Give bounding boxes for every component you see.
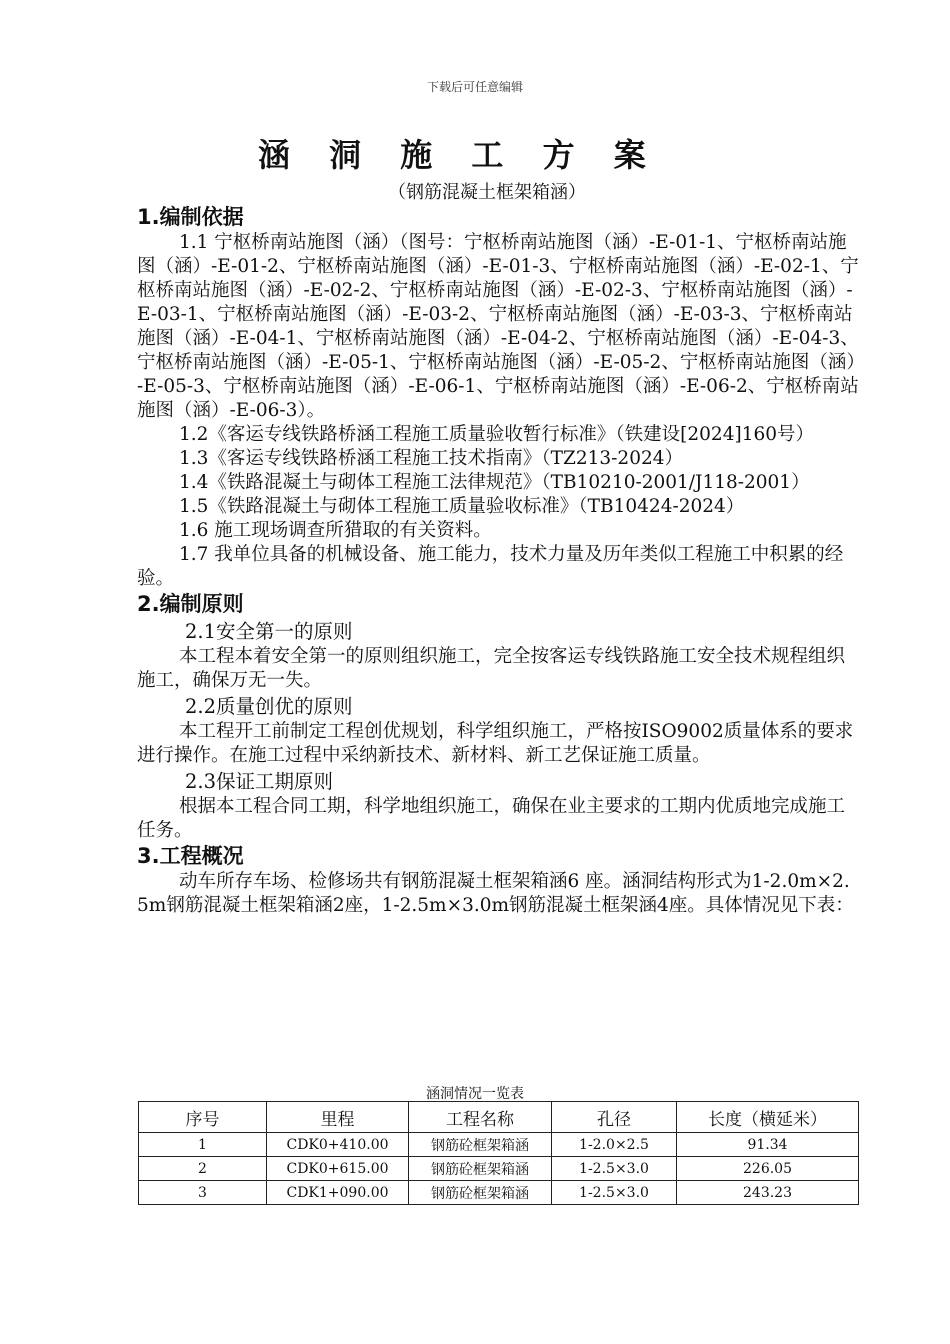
document-title: 涵 洞 施 工 方 案 bbox=[258, 136, 660, 174]
cell-index: 3 bbox=[139, 1181, 267, 1205]
culvert-table bbox=[138, 1101, 859, 1205]
paragraph-2-2: 本工程开工前制定工程创优规划，科学组织施工，严格按ISO9002质量体系的要求进行操作。在施工过程中采纳新技术、新材料、新工艺保证施工质量。 bbox=[137, 721, 854, 766]
cell-mileage: CDK0+615.00 bbox=[267, 1157, 409, 1181]
paragraph-1-7: 1.7 我单位具备的机械设备、施工能力，技术力量及历年类似工程施工中积累的经验。 bbox=[137, 544, 844, 589]
paragraph-2-1: 本工程本着安全第一的原则组织施工，完全按客运专线铁路施工安全技术规程组织施工，确保万无一失。 bbox=[137, 646, 846, 691]
paragraph-3: 动车所存车场、检修场共有钢筋混凝土框架箱涵6 座。涵洞结构形式为1-2.0m×2.5m钢筋混凝土框架箱涵2座，1-2.5m×3.0m钢筋混凝土框架涵4座。具体情况见下表： bbox=[137, 871, 854, 916]
header-index: 序号 bbox=[139, 1102, 267, 1133]
document-body bbox=[137, 204, 859, 918]
cell-length: 243.23 bbox=[677, 1181, 859, 1205]
table-header-row bbox=[139, 1102, 859, 1133]
cell-index: 1 bbox=[139, 1133, 267, 1157]
header-mileage: 里程 bbox=[267, 1102, 409, 1133]
cell-mileage: CDK1+090.00 bbox=[267, 1181, 409, 1205]
header-project-name: 工程名称 bbox=[409, 1102, 552, 1133]
paragraph-1-6: 1.6 施工现场调查所猎取的有关资料。 bbox=[179, 520, 492, 541]
cell-mileage: CDK0+410.00 bbox=[267, 1133, 409, 1157]
table-row bbox=[139, 1181, 859, 1205]
cell-project-name: 钢筋砼框架箱涵 bbox=[409, 1157, 552, 1181]
table-row bbox=[139, 1157, 859, 1181]
paragraph-2-3: 根据本工程合同工期，科学地组织施工，确保在业主要求的工期内优质地完成施工任务。 bbox=[137, 796, 846, 841]
cell-index: 2 bbox=[139, 1157, 267, 1181]
cell-aperture: 1-2.0×2.5 bbox=[552, 1133, 677, 1157]
header-length: 长度（横延米） bbox=[677, 1102, 859, 1133]
subsection-2-3-heading: 2.3保证工期原则 bbox=[185, 770, 334, 793]
header-aperture: 孔径 bbox=[552, 1102, 677, 1133]
section-2-heading: 2.编制原则 bbox=[137, 592, 244, 616]
paragraph-1-5: 1.5《铁路混凝土与砌体工程施工质量验收标准》（TB10424-2024） bbox=[179, 496, 745, 517]
section-3-heading: 3.工程概况 bbox=[137, 844, 244, 868]
section-1-heading: 1.编制依据 bbox=[137, 205, 244, 229]
page-header: 下载后可任意编辑 bbox=[426, 80, 523, 94]
cell-project-name: 钢筋砼框架箱涵 bbox=[409, 1133, 552, 1157]
subsection-2-1-heading: 2.1安全第一的原则 bbox=[185, 620, 353, 643]
cell-length: 226.05 bbox=[677, 1157, 859, 1181]
cell-aperture: 1-2.5×3.0 bbox=[552, 1157, 677, 1181]
cell-aperture: 1-2.5×3.0 bbox=[552, 1181, 677, 1205]
document-subtitle: （钢筋混凝土框架箱涵） bbox=[388, 182, 586, 203]
table-row bbox=[139, 1133, 859, 1157]
table-caption: 涵洞情况一览表 bbox=[426, 1086, 524, 1102]
paragraph-1-1: 1.1 宁枢桥南站施图（涵）（图号：宁枢桥南站施图（涵）-E-01-1、宁枢桥南站施图（涵）-E-01-2、宁枢桥南站施图（涵）-E-01-3、宁枢桥南站施图（涵）-E-02-1、宁枢桥南站施图（涵）-E-02-2、宁枢桥南站施图（涵）-E-02-3、宁枢桥南站施图（涵）-E-03-1、宁枢桥南站施图（涵）-E-03-2、宁枢桥南站施图（涵）-E-03-3、宁枢桥南站施图（涵）-E-04-1、宁枢桥南站施图（涵）-E-04-2、宁枢桥南站施图（涵）-E-04-3、宁枢桥南站施图（涵）-E-05-1、宁枢桥南站施图（涵）-E-05-2、宁枢桥南站施图（涵）-E-05-3、宁枢桥南站施图（涵）-E-06-1、宁枢桥南站施图（涵）-E-06-2、宁枢桥南站施图（涵）-E-06-3）。 bbox=[137, 232, 859, 421]
cell-length: 91.34 bbox=[677, 1133, 859, 1157]
subsection-2-2-heading: 2.2质量创优的原则 bbox=[185, 695, 353, 718]
paragraph-1-3: 1.3《客运专线铁路桥涵工程施工技术指南》（TZ213-2024） bbox=[179, 448, 684, 469]
cell-project-name: 钢筋砼框架箱涵 bbox=[409, 1181, 552, 1205]
paragraph-1-4: 1.4《铁路混凝土与砌体工程施工法律规范》（TB10210-2001/J118-2001） bbox=[179, 472, 810, 493]
paragraph-1-2: 1.2《客运专线铁路桥涵工程施工质量验收暂行标准》（铁建设[2024]160号） bbox=[179, 424, 815, 445]
